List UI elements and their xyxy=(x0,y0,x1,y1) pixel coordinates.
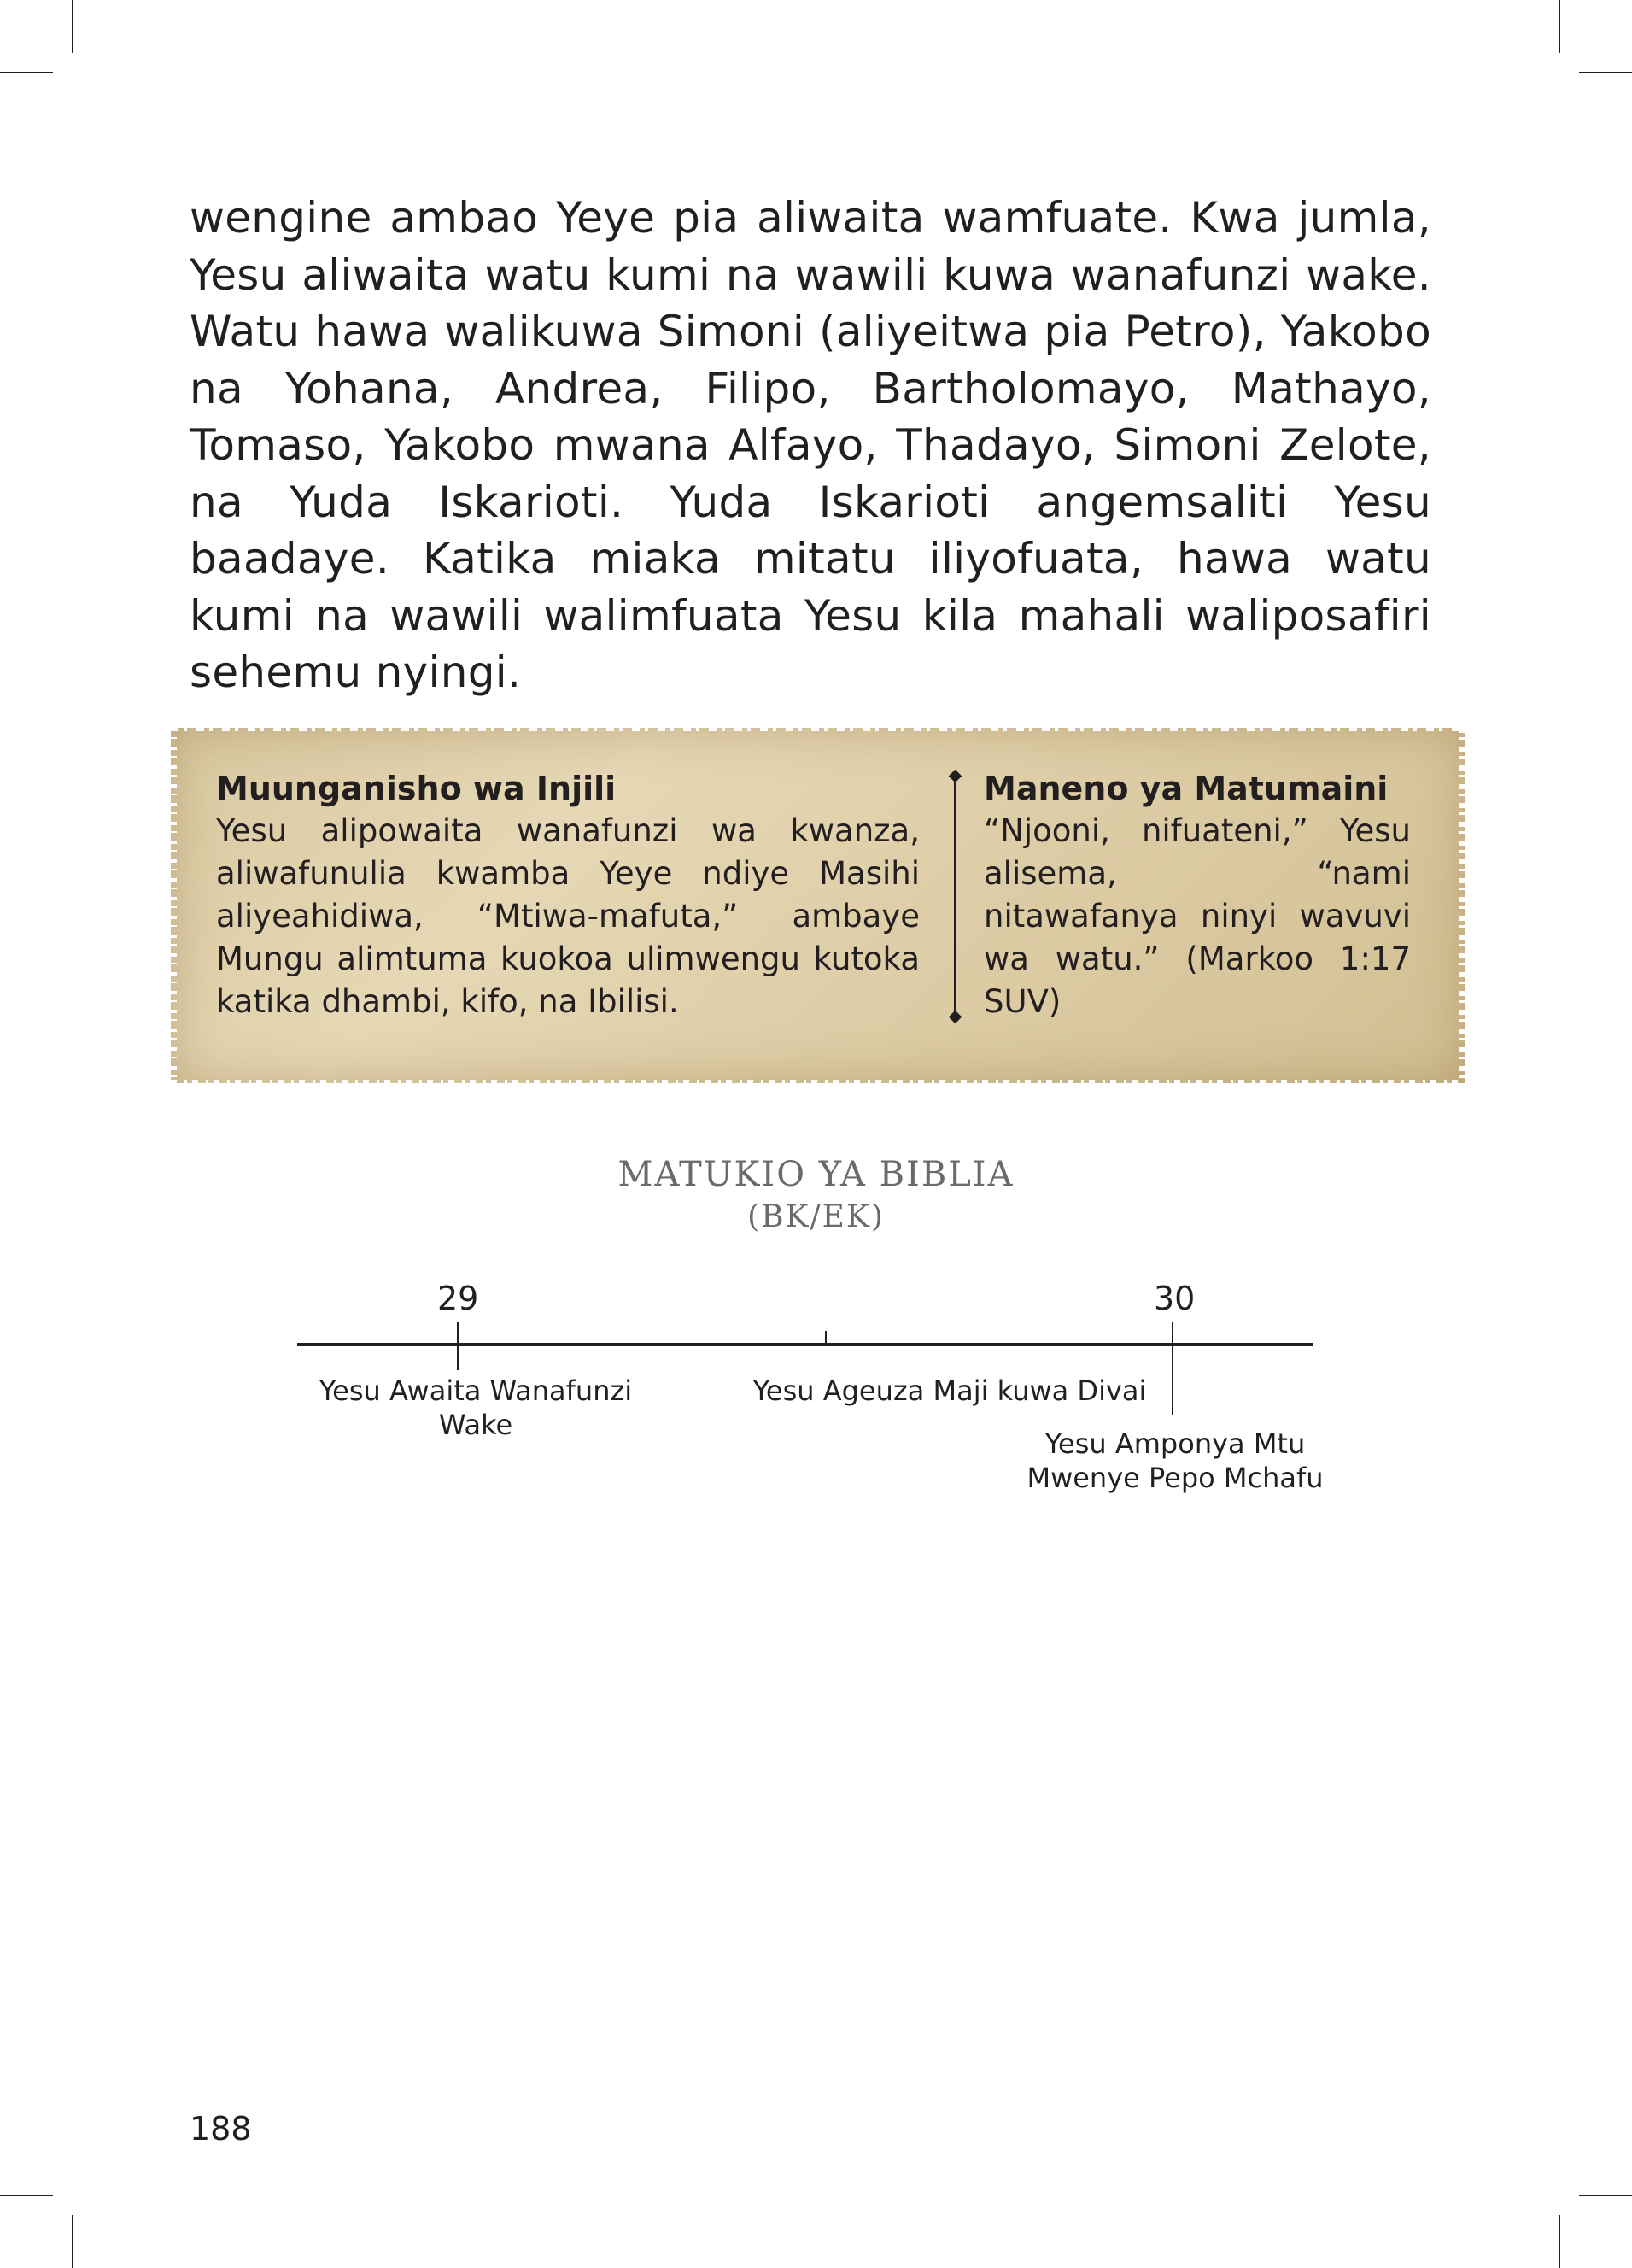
timeline-year-30: 30 xyxy=(1154,1280,1196,1317)
timeline-event-2: Yesu Ageuza Maji kuwa Divai xyxy=(752,1374,1147,1407)
timeline-tick-29 xyxy=(457,1322,459,1370)
crop-mark-top-left-h xyxy=(0,72,53,73)
crop-mark-bottom-right-h xyxy=(1579,2195,1632,2196)
timeline-subtitle: (BK/EK) xyxy=(747,1199,885,1234)
callout-divider xyxy=(954,777,956,1018)
crop-mark-bottom-left-h xyxy=(0,2195,53,2196)
gospel-connection-title: Muunganisho wa Injili xyxy=(216,770,617,807)
crop-mark-top-left-v xyxy=(72,0,73,53)
timeline-title: MATUKIO YA BIBLIA xyxy=(617,1155,1015,1194)
words-of-hope xyxy=(984,767,1411,1023)
timeline-tick-mid xyxy=(825,1331,827,1343)
gospel-connection-text: Yesu alipowaita wanafunzi wa kwanza, aliwafunulia kwamba Yeye ndiye Masihi aliyeahidiwa, “Mtiwa-mafuta,” ambaye Mungu alimtuma kuokoa ulimwengu kutoka katika dhambi, kifo, na Ibilisi. xyxy=(216,812,920,1020)
crop-mark-top-right-v xyxy=(1559,0,1560,53)
page-number: 188 xyxy=(190,2110,252,2148)
timeline-event-3: Yesu Amponya Mtu Mwenye Pepo Mchafu xyxy=(1027,1427,1324,1494)
words-of-hope-text: “Njooni, nifuateni,” Yesu alisema, “nami nitawafanya ninyi wavuvi wa watu.” (Markoo 1:17 SUV) xyxy=(984,812,1411,1020)
crop-mark-bottom-left-v xyxy=(72,2215,73,2268)
crop-mark-top-right-h xyxy=(1579,72,1632,73)
timeline-tick-30 xyxy=(1172,1322,1173,1415)
timeline-year-29: 29 xyxy=(437,1280,479,1317)
gospel-connection xyxy=(216,767,920,1023)
words-of-hope-title: Maneno ya Matumaini xyxy=(984,770,1389,807)
timeline-axis xyxy=(297,1343,1313,1346)
crop-mark-bottom-right-v xyxy=(1559,2215,1560,2268)
body-paragraph: wengine ambao Yeye pia aliwaita wamfuate. Kwa jumla, Yesu aliwaita watu kumi na wawili kuwa wanafunzi wake. Watu hawa walikuwa Simoni (aliyeitwa pia Petro), Yakobo na Yohana, Andrea, Filipo, Bartholomayo, Mathayo, Tomaso, Yakobo mwana Alfayo, Thadayo, Simoni Zelote, na Yuda Iskarioti. Yuda Iskarioti angemsaliti Yesu baadaye. Katika miaka mitatu iliyofuata, hawa watu kumi na wawili walimfuata Yesu kila mahali waliposafiri sehemu nyingi. xyxy=(190,193,1431,697)
timeline-event-1: Yesu Awaita Wanafunzi Wake xyxy=(319,1374,633,1441)
